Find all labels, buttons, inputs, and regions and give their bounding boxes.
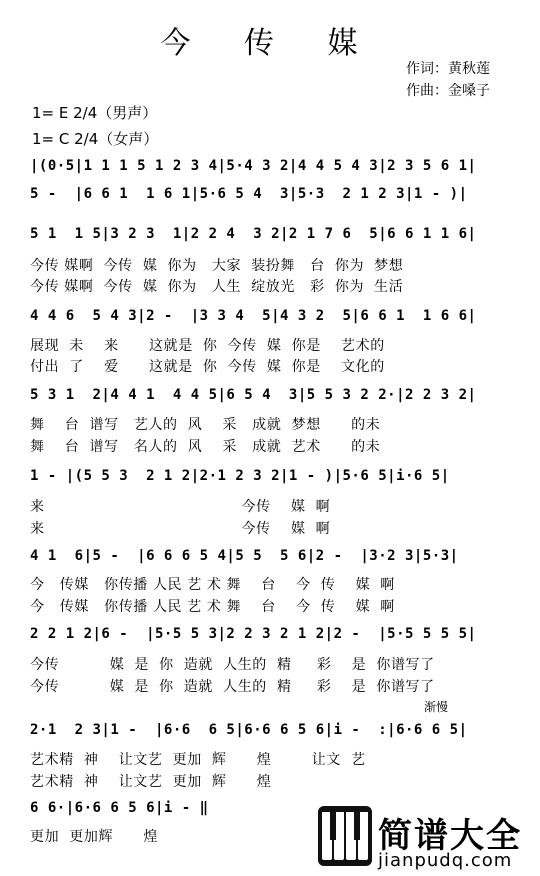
lyric-line-6a: 来 今传 媒 啊 xyxy=(30,499,331,515)
site-logo[interactable] xyxy=(318,806,530,872)
lyric-line-4a: 展现 未 来 这就是 你 今传 媒 你是 艺术的 xyxy=(30,338,385,354)
key-signature-male: 1= E 2/4（男声） xyxy=(32,104,158,122)
lyric-line-5b: 舞 台 谱写 名人的 风 采 成就 艺术 的未 xyxy=(30,439,381,455)
lyric-line-3a: 今传 媒啊 今传 媒 你为 大家 装扮舞 台 你为 梦想 xyxy=(30,258,404,274)
notation-line-7: 4 1 6|5 - |6 6 6 5 4|5 5 5 6|2 - |3·2 3|5·3| xyxy=(30,548,459,564)
notation-line-4: 4 4 6 5 4 3|2 - |3 3 4 5|4 3 2 5|6 6 1 1 6 6| xyxy=(30,308,477,324)
lyric-line-7b: 今 传媒 你传播 人民 艺 术 舞 台 今 传 媒 啊 xyxy=(30,599,395,615)
logo-text: 简谱大全 xyxy=(378,816,522,856)
lyricist-credit: 作词：黄秋莲 xyxy=(406,61,490,77)
lyric-line-8a: 今传 媒 是 你 造就 人生的 精 彩 是 你谱写了 xyxy=(30,657,435,673)
lyric-line-8b: 今传 媒 是 你 造就 人生的 精 彩 是 你谱写了 xyxy=(30,679,435,695)
lyric-line-9a: 艺术精 神 让文艺 更加 辉 煌 让文 艺 xyxy=(30,752,366,768)
notation-line-10: 6 6·|6·6 6 5 6|i - ‖ xyxy=(30,800,209,816)
lyric-line-6b: 来 今传 媒 啊 xyxy=(30,521,331,537)
notation-line-2: 5 - |6 6 1 1 6 1|5·6 5 4 3|5·3 2 1 2 3|1 - )| xyxy=(30,186,468,202)
song-title: 今 传 媒 xyxy=(160,26,380,61)
lyric-line-10a: 更加 更加辉 煌 xyxy=(30,829,159,845)
notation-line-9: 2·1 2 3|1 - |6·6 6 5|6·6 6 5 6|i - :|6·6 6 5| xyxy=(30,722,468,738)
tempo-mark: 渐慢 xyxy=(424,700,449,714)
lyric-line-7a: 今 传媒 你传播 人民 艺 术 舞 台 今 传 媒 啊 xyxy=(30,577,395,593)
notation-line-8: 2 2 1 2|6 - |5·5 5 3|2 2 3 2 1 2|2 - |5·5 5 5 5| xyxy=(30,626,477,642)
key-signature-female: 1= C 2/4（女声） xyxy=(32,130,159,148)
notation-line-5: 5 3 1 2|4 4 1 4 4 5|6 5 4 3|5 5 3 2 2·|2 2 3 2| xyxy=(30,387,477,403)
piano-icon xyxy=(318,806,372,866)
lyric-line-3b: 今传 媒啊 今传 媒 你为 人生 绽放光 彩 你为 生活 xyxy=(30,279,404,295)
logo-url[interactable]: jianpudq.com xyxy=(378,850,513,871)
notation-line-1: |(0·5|1 1 1 5 1 2 3 4|5·4 3 2|4 4 5 4 3|2 3 5 6 1| xyxy=(30,158,477,174)
lyric-line-4b: 付出 了 爱 这就是 你 今传 媒 你是 文化的 xyxy=(30,359,385,375)
lyric-line-5a: 舞 台 谱写 艺人的 风 采 成就 梦想 的未 xyxy=(30,417,381,433)
composer-credit: 作曲：金嗓子 xyxy=(406,83,490,99)
notation-line-6: 1 - |(5 5 3 2 1 2|2·1 2 3 2|1 - )|5·6 5|i·6 5| xyxy=(30,468,450,484)
lyric-line-9b: 艺术精 神 让文艺 更加 辉 煌 xyxy=(30,774,272,790)
notation-line-3: 5 1 1 5|3 2 3 1|2 2 4 3 2|2 1 7 6 5|6 6 1 1 6| xyxy=(30,226,477,242)
